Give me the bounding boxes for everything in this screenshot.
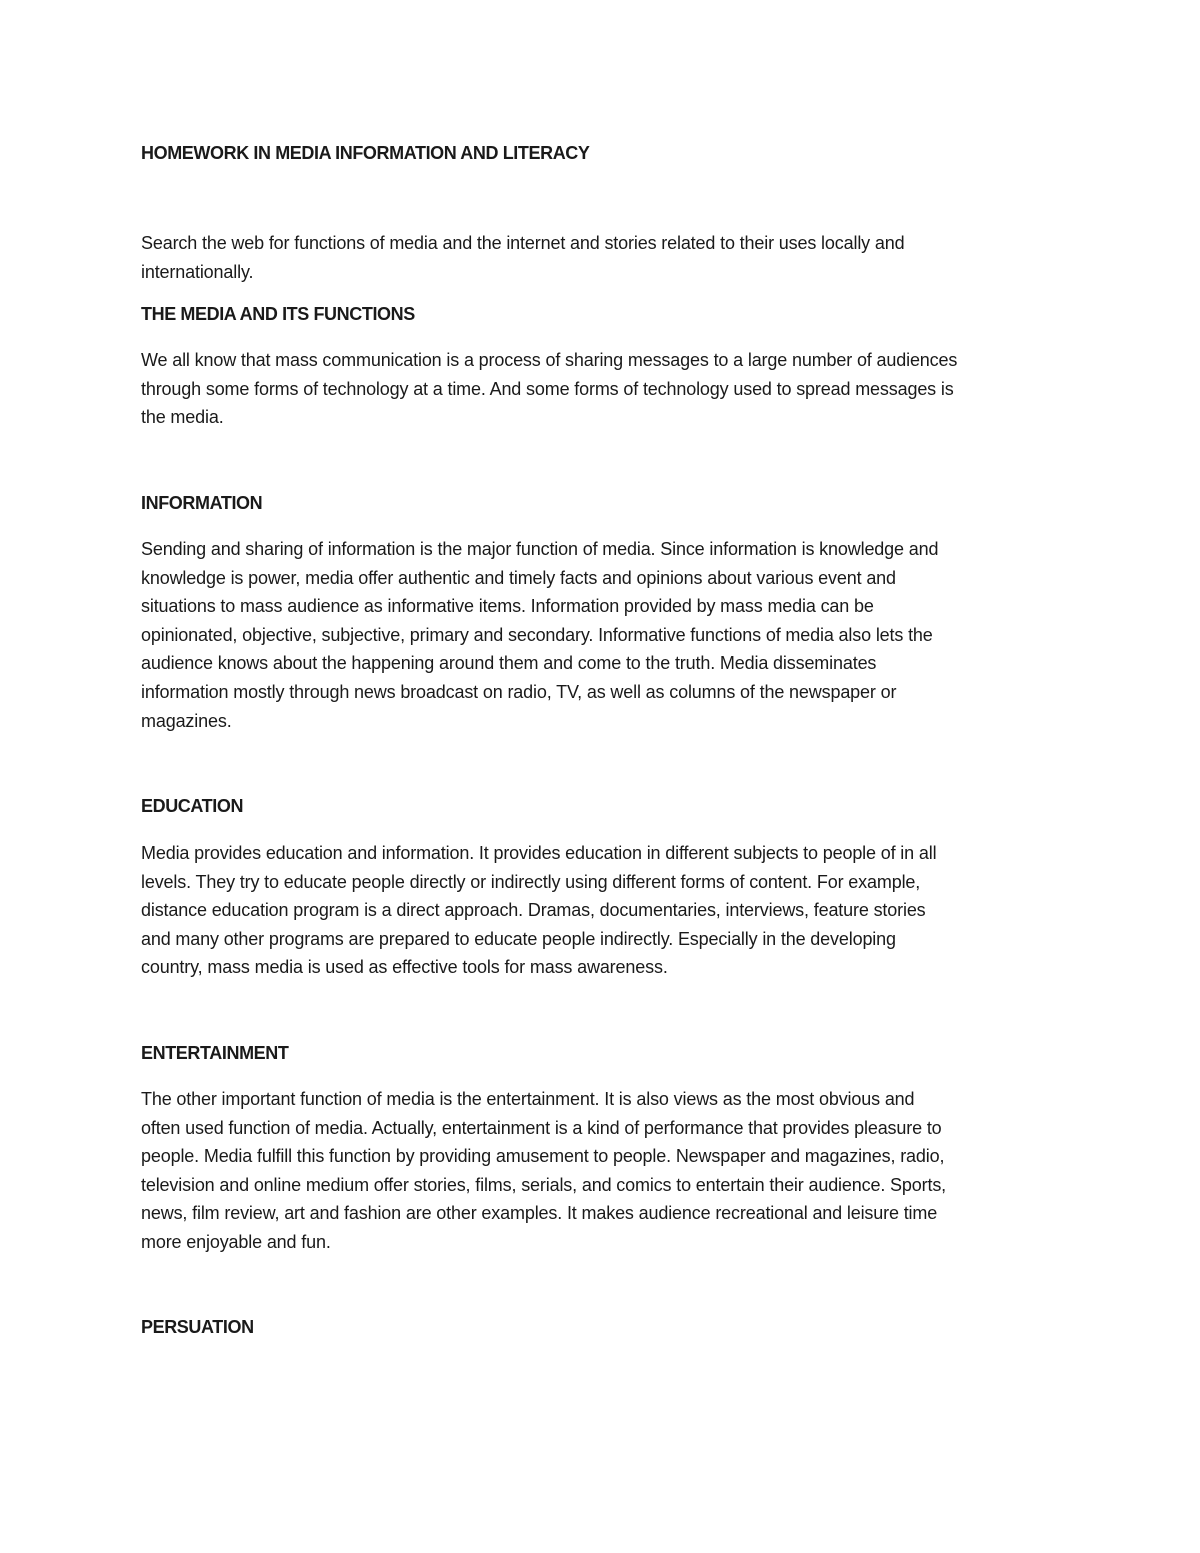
paragraph-line: situations to mass audience as informative items. Information provided by mass media can be (141, 596, 874, 617)
paragraph-line: people. Media fulfill this function by providing amusement to people. Newspaper and magazines, radio, (141, 1146, 945, 1167)
section-heading-education: EDUCATION (141, 796, 244, 816)
section-paragraph-entertainment (141, 1085, 946, 1257)
section-heading-entertainment: ENTERTAINMENT (141, 1043, 289, 1063)
section-heading-media-functions: THE MEDIA AND ITS FUNCTIONS (141, 304, 415, 324)
paragraph-line: more enjoyable and fun. (141, 1231, 331, 1252)
paragraph-line: The other important function of media is the entertainment. It is also views as the most obvious and (141, 1089, 915, 1109)
paragraph-line: the media. (141, 407, 224, 428)
paragraph-line: television and online medium offer stories, films, serials, and comics to entertain their audience. Sports, (141, 1174, 947, 1195)
paragraph-line: levels. They try to educate people directly or indirectly using different forms of content. For example, (141, 871, 921, 892)
section-heading-persuation: PERSUATION (141, 1317, 254, 1337)
paragraph-line: and many other programs are prepared to educate people indirectly. Especially in the developing (141, 928, 896, 949)
paragraph-line: audience knows about the happening around them and come to the truth. Media disseminates (141, 653, 877, 674)
paragraph-line: country, mass media is used as effective tools for mass awareness. (141, 957, 668, 978)
paragraph-line: Sending and sharing of information is the major function of media. Since information is knowledge and (141, 539, 939, 559)
paragraph-line: through some forms of technology at a time. And some forms of technology used to spread messages is (141, 378, 954, 399)
paragraph-line: Search the web for functions of media and the internet and stories related to their uses locally and (141, 233, 905, 253)
paragraph-line: opinionated, objective, subjective, primary and secondary. Informative functions of media also lets the (141, 624, 933, 645)
intro-paragraph (141, 229, 904, 286)
paragraph-line: often used function of media. Actually, entertainment is a kind of performance that provides pleasure to (141, 1117, 942, 1138)
section-heading-information: INFORMATION (141, 493, 263, 513)
paragraph-line: magazines. (141, 710, 232, 731)
section-paragraph-information (141, 535, 938, 735)
paragraph-line: internationally. (141, 261, 254, 282)
document-title: HOMEWORK IN MEDIA INFORMATION AND LITERACY (141, 143, 590, 163)
paragraph-line: Media provides education and information. It provides education in different subjects to people of in all (141, 843, 937, 863)
paragraph-line: information mostly through news broadcast on radio, TV, as well as columns of the newspaper or (141, 681, 897, 702)
section-paragraph-media-functions (141, 346, 957, 432)
section-paragraph-education (141, 839, 936, 982)
paragraph-line: distance education program is a direct approach. Dramas, documentaries, interviews, feature stories (141, 900, 926, 921)
paragraph-line: news, film review, art and fashion are other examples. It makes audience recreational and leisure time (141, 1203, 938, 1224)
paragraph-line: We all know that mass communication is a process of sharing messages to a large number of audiences (141, 350, 958, 370)
paragraph-line: knowledge is power, media offer authentic and timely facts and opinions about various event and (141, 567, 896, 588)
